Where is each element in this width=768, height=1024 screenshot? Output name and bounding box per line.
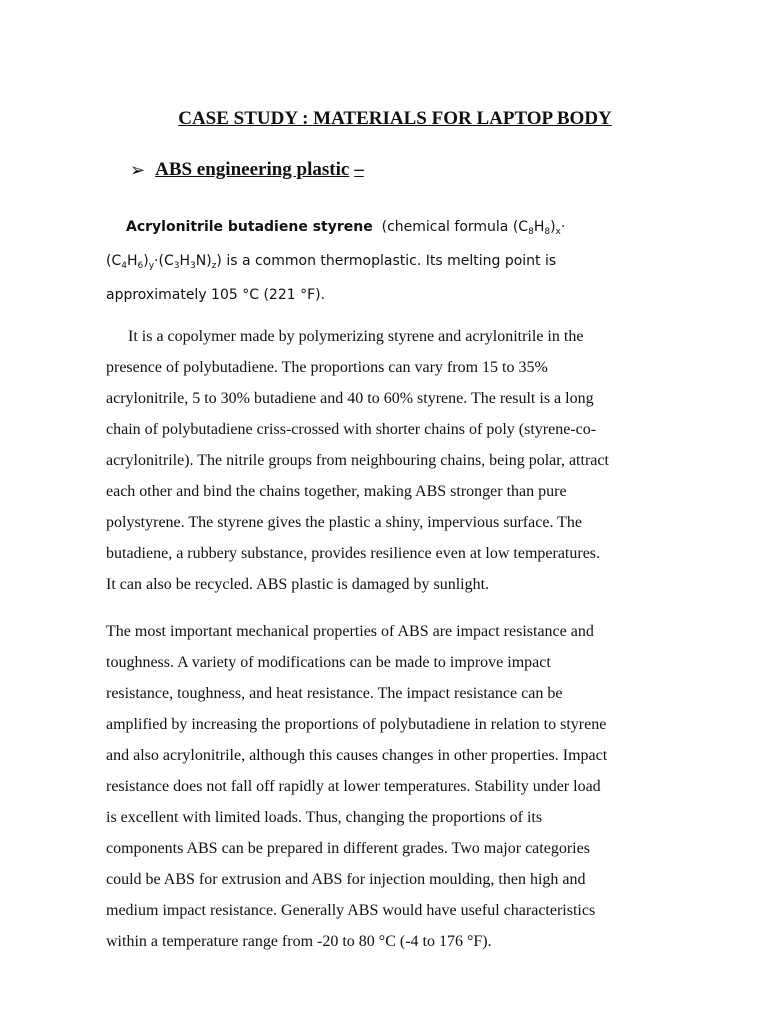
paragraph-line: presence of polybutadiene. The proportions can vary from 15 to 35% [106, 359, 548, 376]
paragraph-line: amplified by increasing the proportions of polybutadiene in relation to styrene [106, 716, 607, 733]
paragraph-line: It is a copolymer made by polymerizing styrene and acrylonitrile in the [128, 328, 584, 345]
paragraph-line: resistance does not fall off rapidly at lower temperatures. Stability under load [106, 778, 601, 795]
section-heading-text: ABS engineering plastic [155, 159, 350, 180]
intro-line-2: $(C_4H_6)_y\cdot(C_3H_3N)_z$) is a common thermoplastic. Its melting point is [106, 253, 557, 271]
intro-line-1: Acrylonitrile butadiene styrene (chemical formula $(C_8H_8)_x\cdot$ [126, 219, 566, 237]
paragraph-line: butadiene, a rubbery substance, provides resilience even at low temperatures. [106, 545, 601, 562]
paragraph-line: could be ABS for extrusion and ABS for injection moulding, then high and [106, 871, 586, 888]
paragraph-line: The most important mechanical properties of ABS are impact resistance and [106, 623, 594, 640]
paragraph-line: acrylonitrile). The nitrile groups from neighbouring chains, being polar, attract [106, 452, 609, 469]
paragraph-line: It can also be recycled. ABS plastic is damaged by sunlight. [106, 576, 490, 593]
intro-line-3: approximately 105 °C (221 °F). [106, 287, 326, 303]
arrow-bullet-icon: ➢ [130, 159, 146, 180]
page-title: CASE STUDY : MATERIALS FOR LAPTOP BODY [178, 108, 612, 129]
paragraph-line: medium impact resistance. Generally ABS would have useful characteristics [106, 902, 596, 919]
section-heading [130, 159, 364, 181]
paragraph-mechanical-properties [106, 616, 686, 957]
section-heading-dash: – [354, 159, 364, 180]
paragraph-line: and also acrylonitrile, although this causes changes in other properties. Impact [106, 747, 608, 764]
paragraph-copolymer [106, 321, 686, 600]
paragraph-line: acrylonitrile, 5 to 30% butadiene and 40 to 60% styrene. The result is a long [106, 390, 594, 407]
paragraph-line: each other and bind the chains together, making ABS stronger than pure [106, 483, 567, 500]
intro-paragraph [106, 210, 686, 312]
paragraph-line: chain of polybutadiene criss-crossed with shorter chains of poly (styrene-co- [106, 421, 597, 438]
paragraph-line: polystyrene. The styrene gives the plastic a shiny, impervious surface. The [106, 514, 583, 531]
paragraph-line: is excellent with limited loads. Thus, changing the proportions of its [106, 809, 543, 826]
paragraph-line: components ABS can be prepared in different grades. Two major categories [106, 840, 590, 857]
paragraph-line: resistance, toughness, and heat resistance. The impact resistance can be [106, 685, 563, 702]
paragraph-line: toughness. A variety of modifications can be made to improve impact [106, 654, 551, 671]
material-name: Acrylonitrile butadiene styrene [126, 219, 373, 235]
paragraph-line: within a temperature range from -20 to 80 °C (-4 to 176 °F). [106, 933, 492, 950]
